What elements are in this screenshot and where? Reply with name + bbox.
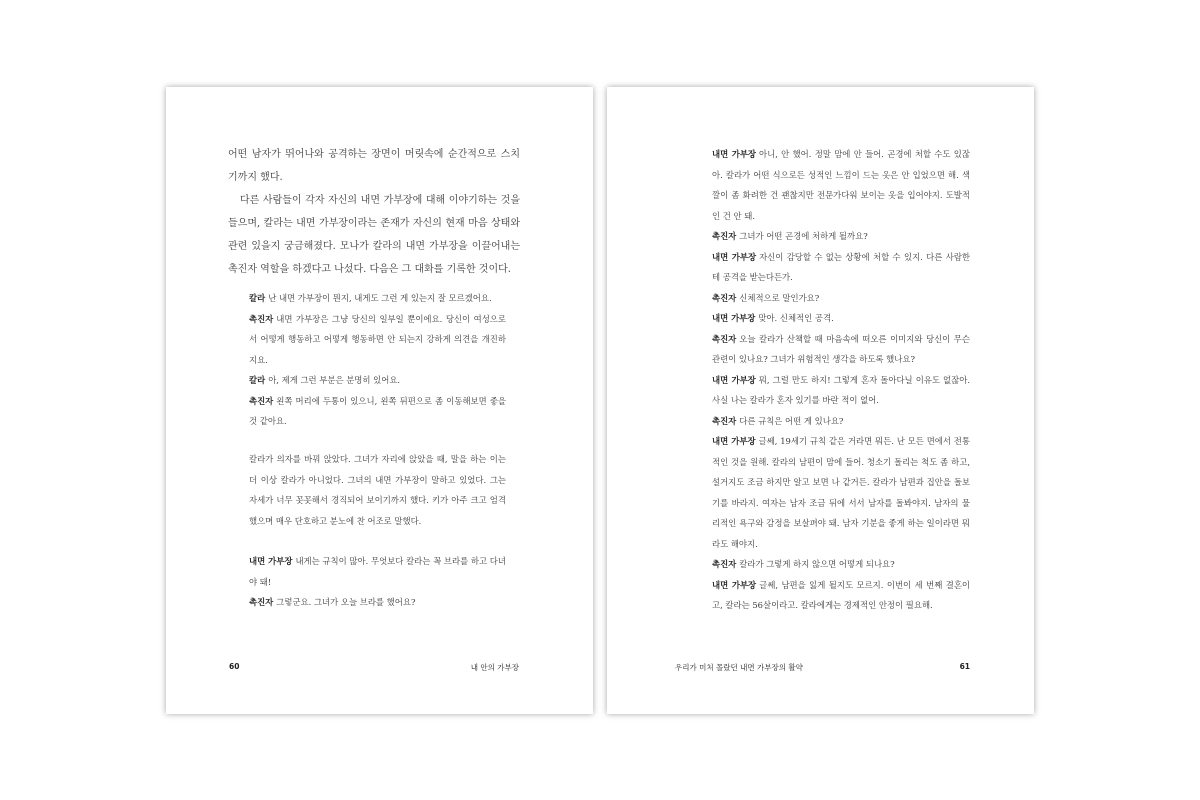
running-title: 우리가 미처 몰랐던 내면 가부장의 활약 [675,663,803,672]
dialogue-turn [712,308,970,329]
dialogue-turn [712,575,970,616]
dialogue-text: 자신이 감당할 수 없는 상황에 처할 수 있지. 다른 사람한테 공격을 받는다든가. [712,251,970,282]
dialogue-text: 그렇군요. 그녀가 오늘 브라를 했어요? [276,597,416,607]
page-number: 60 [229,662,240,671]
dialogue-turn [249,370,506,391]
dialogue-text: 아니, 안 했어. 정말 맘에 안 들어. 곤경에 처할 수도 있잖아. 칼라가 어떤 식으로든 성적인 느낌이 드는 옷은 안 입었으면 해. 색깔이 좀 화려한 건 괜찮지만 전문가다워 보이는 옷을 입어야지. 도발적인 건 안 돼. [712,149,970,221]
paragraph: 다른 사람들이 각자 자신의 내면 가부장에 대해 이야기하는 것을 들으며, 칼라는 내면 가부장이라는 존재가 자신의 현재 마음 상태와 관련 있을지 궁금해졌다. 모나가 칼라의 내면 가부장을 이끌어내는 촉진자 역할을 하겠다고 나섰다. 다음은 그 대화를 기록한 것이다. [228,195,520,275]
dialogue-text: 맞아. 신체적인 공격. [758,313,834,323]
dialogue-text: 글쎄, 19세기 규칙 같은 거라면 뭐든. 난 모든 면에서 전통적인 것을 원해. 칼라의 남편이 맘에 들어. 청소기 돌리는 척도 좀 하고, 설거지도 조금 하지만 알고 보면 나 같거든. 칼라가 남편과 집안을 돌보기를 바라지. 여자는 남자 조금 뒤에 서서 남자를 돌봐야지. 남자의 물리적인 욕구와 감정을 보살펴야 돼. 남자 기분을 좋게 하는 일이라면 뭐라도 해야지. [712,436,970,549]
dialogue-turn [712,431,970,554]
dialogue-turn [712,226,970,247]
dialogue-text: 아, 제게 그런 부분은 분명히 있어요. [268,375,401,385]
speaker-label: 내면 가부장 [712,579,757,590]
speaker-label: 촉진자 [249,395,274,406]
paragraph: 어떤 남자가 뛰어나와 공격하는 장면이 머릿속에 순간적으로 스치기까지 했다. [228,149,520,183]
narration-paragraph: 칼라가 의자를 바꿔 앉았다. 그녀가 자리에 앉았을 때, 말을 하는 이는 더 이상 칼라가 아니었다. 그녀의 내면 가부장이 말하고 있었다. 그는 자세가 너무 꼿꼿해서 경직되어 보이기까지 했다. 키가 아주 크고 엄격했으며 매우 단호하고 분노에 찬 어조로 말했다. [249,454,506,526]
dialogue-turn [712,411,970,432]
dialogue-turn [712,329,970,370]
speaker-label: 촉진자 [712,559,737,569]
dialogue-text: 글쎄, 남편을 잃게 될지도 모르지. 이번이 세 번째 결혼이고, 칼라는 56살이라고. 칼라에게는 경제적인 안정이 필요해. [712,579,970,610]
dialogue-turn [712,370,970,411]
narration-block [249,449,506,531]
speaker-label: 칼라 [249,293,266,303]
dialogue-turn [249,551,506,592]
dialogue-turn [249,288,506,309]
speaker-label: 칼라 [249,375,266,385]
speaker-label: 촉진자 [712,415,737,426]
left-page [166,87,593,714]
left-intro-text [228,143,520,281]
running-title: 내 안의 가부장 [470,663,519,672]
speaker-label: 촉진자 [249,313,274,324]
speaker-label: 내면 가부장 [712,436,756,446]
page-number: 61 [959,662,970,671]
dialogue-turn [249,592,506,613]
dialogue-turn [712,247,970,288]
dialogue-text: 내게는 규칙이 많아. 무엇보다 칼라는 꼭 브라를 하고 다녀야 돼! [249,556,506,587]
dialogue-text: 그녀가 어떤 곤경에 처하게 될까요? [739,231,868,241]
dialogue-text: 신체적으로 말인가요? [739,292,820,303]
right-page [607,87,1034,714]
speaker-label: 내면 가부장 [712,313,756,323]
speaker-label: 촉진자 [712,333,737,344]
dialogue-turn [249,309,506,371]
dialogue-text: 난 내면 가부장이 뭔지, 내게도 그런 게 있는지 잘 모르겠어요. [268,293,492,303]
dialogue-block-b [249,551,506,613]
speaker-label: 내면 가부장 [712,149,757,159]
dialogue-turn [712,554,970,575]
speaker-label: 촉진자 [249,597,274,607]
dialogue-block-a [249,288,506,432]
dialogue-turn [712,288,970,309]
dialogue-block-right [712,144,970,616]
dialogue-text: 오늘 칼라가 산책할 때 마음속에 떠오른 이미지와 당신이 무슨 관련이 있나요? 그녀가 위험적인 생각을 하도록 했나요? [712,333,970,364]
speaker-label: 촉진자 [712,231,737,241]
dialogue-text: 다른 규칙은 어떤 게 있나요? [739,415,844,426]
dialogue-text: 칼라가 그렇게 하지 않으면 어떻게 되나요? [739,559,895,569]
dialogue-turn [712,144,970,226]
dialogue-text: 뭐, 그럴 만도 하지! 그렇게 혼자 돌아다닐 이유도 없잖아. 사실 나는 칼라가 혼자 있기를 바란 적이 없어. [712,374,970,405]
speaker-label: 내면 가부장 [249,556,293,566]
dialogue-text: 내면 가부장은 그냥 당신의 일부일 뿐이에요. 당신이 여성으로서 어떻게 행동하고 어떻게 행동하면 안 되는지 강하게 의견을 개진하지요. [249,313,506,365]
dialogue-text: 왼쪽 머리에 두통이 있으니, 왼쪽 뒤편으로 좀 이동해보면 좋을 것 같아요. [249,395,506,426]
dialogue-turn [249,391,506,432]
speaker-label: 내면 가부장 [712,251,757,262]
speaker-label: 촉진자 [712,292,737,303]
speaker-label: 내면 가부장 [712,374,756,385]
